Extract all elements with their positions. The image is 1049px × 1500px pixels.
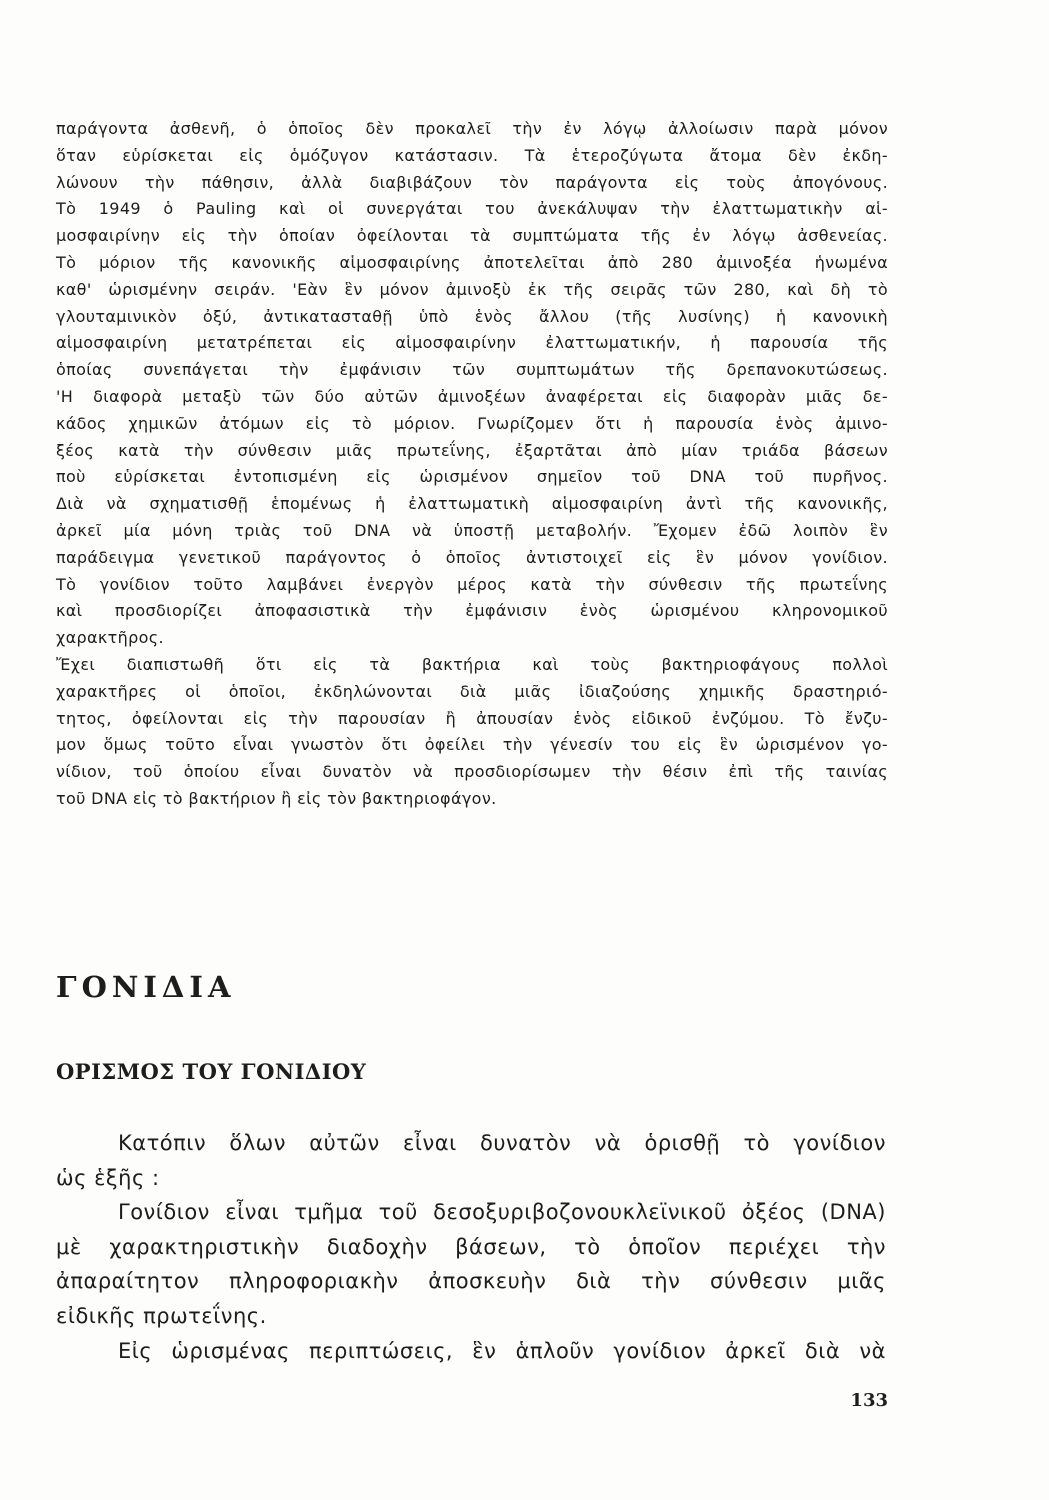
body-line: τητος, ὀφείλονται εἰς τὴν παρουσίαν ἢ ἀπουσίαν ἑνὸς εἰδικοῦ ἐνζύμου. Τὸ ἔνζυ- — [56, 708, 888, 728]
body-line: ἀρκεῖ μία μόνη τριὰς τοῦ DNA νὰ ὑποστῇ μεταβολήν. Ἔχομεν ἐδῶ λοιπὸν ἓν — [56, 520, 888, 540]
body-line: καὶ προσδιορίζει ἀποφασιστικὰ τὴν ἐμφάνισιν ἑνὸς ὡρισμένου κληρονομικοῦ — [56, 601, 888, 621]
body-line: νίδιον, τοῦ ὁποίου εἶναι δυνατὸν νὰ προσδιορίσωμεν τὴν θέσιν ἐπὶ τῆς ταινίας — [56, 762, 888, 782]
body-line: Τὸ γονίδιον τοῦτο λαμβάνει ἐνεργὸν μέρος κατὰ τὴν σύνθεσιν τῆς πρωτεΐνης — [56, 574, 888, 594]
body-line: Ἔχει διαπιστωθῆ ὅτι εἰς τὰ βακτήρια καὶ τοὺς βακτηριοφάγους πολλοὶ — [56, 654, 888, 674]
definition-line: ὡς ἑξῆς : — [56, 1165, 160, 1190]
body-line: αἱμοσφαιρίνη μετατρέπεται εἰς αἱμοσφαιρίνην ἐλαττωματικήν, ἡ παρουσία τῆς — [56, 333, 888, 353]
body-line: κάδος χημικῶν ἀτόμων εἰς τὸ μόριον. Γνωρίζομεν ὅτι ἡ παρουσία ἑνὸς ἀμινο- — [56, 413, 888, 433]
definition-line: μὲ χαρακτηριστικὴν διαδοχὴν βάσεων, τὸ ὁποῖον περιέχει τὴν — [56, 1234, 886, 1259]
body-line: χαρακτῆρος. — [56, 628, 164, 648]
body-line: καθ' ὡρισμένην σειράν. 'Εὰν ἓν μόνον ἀμινοξὺ ἐκ τῆς σειρᾶς τῶν 280, καὶ δὴ τὸ — [56, 279, 888, 299]
definition-line: Εἰς ὡρισμένας περιπτώσεις, ἓν ἁπλοῦν γονίδιον ἀρκεῖ διὰ νὰ — [118, 1338, 886, 1363]
body-line: ποὺ εὑρίσκεται ἐντοπισμένη εἰς ὡρισμένον σημεῖον τοῦ DNA τοῦ πυρῆνος. — [56, 467, 888, 487]
definition-line: Γονίδιον εἶναι τμῆμα τοῦ δεσοξυριβοζονουκλεϊνικοῦ ὀξέος (DNA) — [118, 1200, 886, 1225]
definition-line: εἰδικῆς πρωτεΐνης. — [56, 1303, 267, 1328]
body-line: λώνουν τὴν πάθησιν, ἀλλὰ διαβιβάζουν τὸν παράγοντα εἰς τοὺς ἀπογόνους. — [56, 172, 888, 192]
body-line: Τὸ μόριον τῆς κανονικῆς αἱμοσφαιρίνης ἀποτελεῖται ἀπὸ 280 ἀμινοξέα ἡνωμένα — [56, 252, 888, 272]
body-line: ὅταν εὑρίσκεται εἰς ὁμόζυγον κατάστασιν. Τὰ ἑτεροζύγωτα ἄτομα δὲν ἐκδη- — [56, 145, 888, 165]
body-line: 'Η διαφορὰ μεταξὺ τῶν δύο αὐτῶν ἀμινοξέων ἀναφέρεται εἰς διαφορὰν μιᾶς δε- — [56, 386, 888, 406]
body-line: Διὰ νὰ σχηματισθῇ ἑπομένως ἡ ἐλαττωματικὴ αἱμοσφαιρίνη ἀντὶ τῆς κανονικῆς, — [56, 494, 888, 514]
body-line: γλουταμινικὸν ὀξύ, ἀντικατασταθῇ ὑπὸ ἑνὸς ἄλλου (τῆς λυσίνης) ἡ κανονικὴ — [56, 306, 888, 326]
body-line: χαρακτῆρες οἱ ὁποῖοι, ἐκδηλώνονται διὰ μιᾶς ἰδιαζούσης χημικῆς δραστηριό- — [56, 681, 888, 701]
body-line: ὁποίας συνεπάγεται τὴν ἐμφάνισιν τῶν συμπτωμάτων τῆς δρεπανοκυτώσεως. — [56, 360, 888, 380]
chapter-title: ΓΟΝΙΔΙΑ — [56, 970, 236, 1004]
body-line: μον ὅμως τοῦτο εἶναι γνωστὸν ὅτι ὀφείλει τὴν γένεσίν του εἰς ἓν ὡρισμένον γο- — [56, 735, 888, 755]
body-line: μοσφαιρίνην εἰς τὴν ὁποίαν ὀφείλονται τὰ συμπτώματα τῆς ἐν λόγῳ ἀσθενείας. — [56, 226, 888, 246]
body-text — [56, 116, 888, 813]
body-line: τοῦ DNA εἰς τὸ βακτήριον ἢ εἰς τὸν βακτηριοφάγον. — [56, 788, 497, 808]
body-line: Τὸ 1949 ὁ Pauling καὶ οἱ συνεργάται του ἀνεκάλυψαν τὴν ἐλαττωματικὴν αἱ- — [56, 199, 888, 219]
body-line: ξέος κατὰ τὴν σύνθεσιν μιᾶς πρωτεΐνης, ἐξαρτᾶται ἀπὸ μίαν τριάδα βάσεων — [56, 440, 888, 460]
body-line: παράγοντα ἀσθενῆ, ὁ ὁποῖος δὲν προκαλεῖ τὴν ἐν λόγῳ ἀλλοίωσιν παρὰ μόνον — [56, 119, 888, 138]
definition-line: ἀπαραίτητον πληροφοριακὴν ἀποσκευὴν διὰ τὴν σύνθεσιν μιᾶς — [56, 1269, 886, 1294]
body-line: παράδειγμα γενετικοῦ παράγοντος ὁ ὁποῖος ἀντιστοιχεῖ εἰς ἓν μόνον γονίδιον. — [56, 547, 888, 567]
page-number: 133 — [850, 1390, 888, 1411]
section-title: ΟΡΙΣΜΟΣ ΤΟΥ ΓΟΝΙΔΙΟΥ — [56, 1059, 367, 1084]
definition-text — [56, 1126, 886, 1368]
definition-line: Κατόπιν ὅλων αὐτῶν εἶναι δυνατὸν νὰ ὁρισθῇ τὸ γονίδιον — [118, 1131, 886, 1155]
